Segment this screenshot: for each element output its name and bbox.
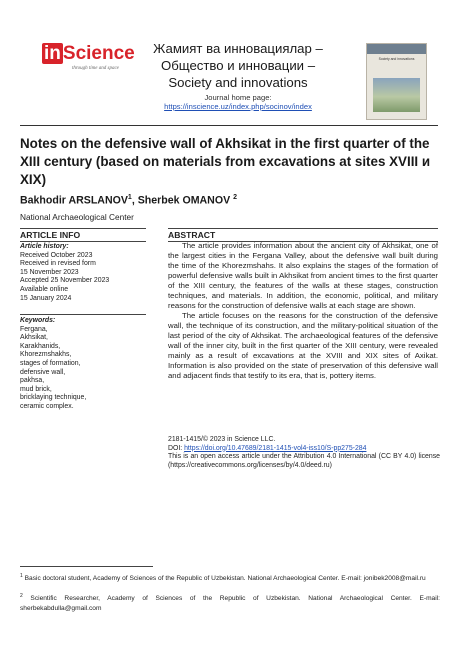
abstract-paragraph: The article focuses on the reasons for the construction of the defensive wall, the technique of its construction, and the military-political situation of the last period of the city of Akhsikat. The archaeological features of the defensive wall of the inner city, built in the first quarter of the XIII century, were revealed mainly as a result of excavations at the XVIII and XIX sites of Axikat. Information is also provided on the state of preservation of this defensive wall and adjacent finds that testify to its era, that is, pottery items.	[168, 311, 438, 380]
logo-tagline: through time and space	[72, 66, 119, 71]
keywords-label: Keywords:	[20, 317, 56, 324]
abstract-body	[168, 241, 438, 381]
journal-home-link[interactable]: https://inscience.uz/index.php/socinov/index	[164, 102, 312, 111]
keywords	[20, 317, 148, 412]
header-divider	[20, 125, 438, 126]
footnote	[20, 591, 440, 614]
history-line: Received in revised form	[20, 260, 96, 268]
logo-in: in	[44, 43, 61, 64]
doi-label: DOI:	[168, 444, 185, 452]
history-line: Available online	[20, 285, 69, 293]
footnote-marker: 2	[233, 194, 237, 201]
doi-line	[168, 445, 440, 454]
issn-copyright: 2181-1415/© 2023 in Science LLC.	[168, 436, 276, 443]
keywords-divider	[20, 314, 146, 315]
history-line: Accepted 25 November 2023	[20, 277, 110, 285]
abstract-heading: ABSTRACT	[168, 228, 438, 242]
footnote-marker: 1	[20, 573, 23, 579]
abstract-paragraph: The article provides information about the ancient city of Akhsikat, one of the largest cities in the Fergana Valley, about the defensive wall built during the time of the Khorezmshahs. It also explains the stages of the formation of powerful defensive walls built in Akhsikat from ancient times to the first quarter of the XIII century, the features of the walls at these stages, construction techniques, and materials. In addition, the economic, political, and military reasons for the construction of defensive walls at each stage are shown.	[168, 241, 438, 310]
doi-link[interactable]: https://doi.org/10.47689/2181-1415-vol4-iss10/S-pp275-284	[184, 444, 367, 452]
article-title: Notes on the defensive wall of Akhsikat in the first quarter of the XIII century (based on materials from excavations at sites XVIII и XIX)	[20, 136, 431, 187]
history-label: Article history:	[20, 243, 69, 250]
journal-home-label: Journal home page:	[204, 93, 272, 102]
publication-meta	[168, 436, 440, 470]
history-line: 15 November 2023	[20, 268, 79, 276]
journal-title	[128, 40, 348, 91]
keyword: ceramic complex.	[20, 402, 74, 410]
article-info-heading: ARTICLE INFO	[20, 228, 146, 242]
footnote	[20, 571, 440, 584]
history-line: 15 January 2024	[20, 294, 72, 302]
footnote-text: Scientific Researcher, Academy of Sciences of the Republic of Uzbekistan. National Archaeological Center. E-mail: sherbekabdulla@gmail.com	[20, 595, 440, 613]
journal-title-line: Society and innovations	[168, 75, 308, 90]
keyword: Karakhanids,	[20, 342, 61, 350]
footnote-marker: 2	[20, 593, 23, 599]
keyword: Fergana,	[20, 325, 48, 333]
journal-cover-image	[366, 43, 427, 120]
license-text: This is an open access article under the Attribution 4.0 International (CC BY 4.0) license (https://creativecommons.org/licenses/by/4.0/deed.ru)	[168, 453, 440, 469]
cover-title: Society and innovations	[378, 57, 415, 61]
journal-title-line: Общество и инновации –	[160, 58, 316, 73]
article-history	[20, 243, 148, 303]
footnote-marker: 1	[127, 194, 132, 201]
authors: Bakhodir ARSLANOV$^1$, Sherbek OMANOV $^2$	[20, 194, 237, 207]
author-name: Bakhodir ARSLANOV	[20, 194, 128, 207]
keyword: bricklaying technique,	[20, 394, 87, 402]
journal-title-line: Жамият ва инновациялар –	[153, 41, 323, 56]
keyword: Khorezmshakhs,	[20, 351, 72, 359]
insciece-logo	[42, 43, 135, 84]
affiliation: National Archaeological Center	[20, 212, 134, 222]
footnote-text: Basic doctoral student, Academy of Sciences of the Republic of Uzbekistan. National Archaeological Center. E-mail: jonibek2008@mail.ru	[24, 575, 426, 583]
logo-science: Science	[62, 43, 135, 64]
footnote-divider	[20, 566, 153, 567]
keyword: mud brick,	[20, 385, 52, 393]
keyword: defensive wall,	[20, 368, 66, 376]
keyword: pakhsa,	[20, 377, 45, 385]
keyword: Akhsikat,	[20, 334, 48, 342]
keyword: stages of formation,	[20, 359, 81, 367]
history-line: Received October 2023	[20, 251, 93, 259]
author-name: Sherbek OMANOV	[137, 194, 231, 207]
